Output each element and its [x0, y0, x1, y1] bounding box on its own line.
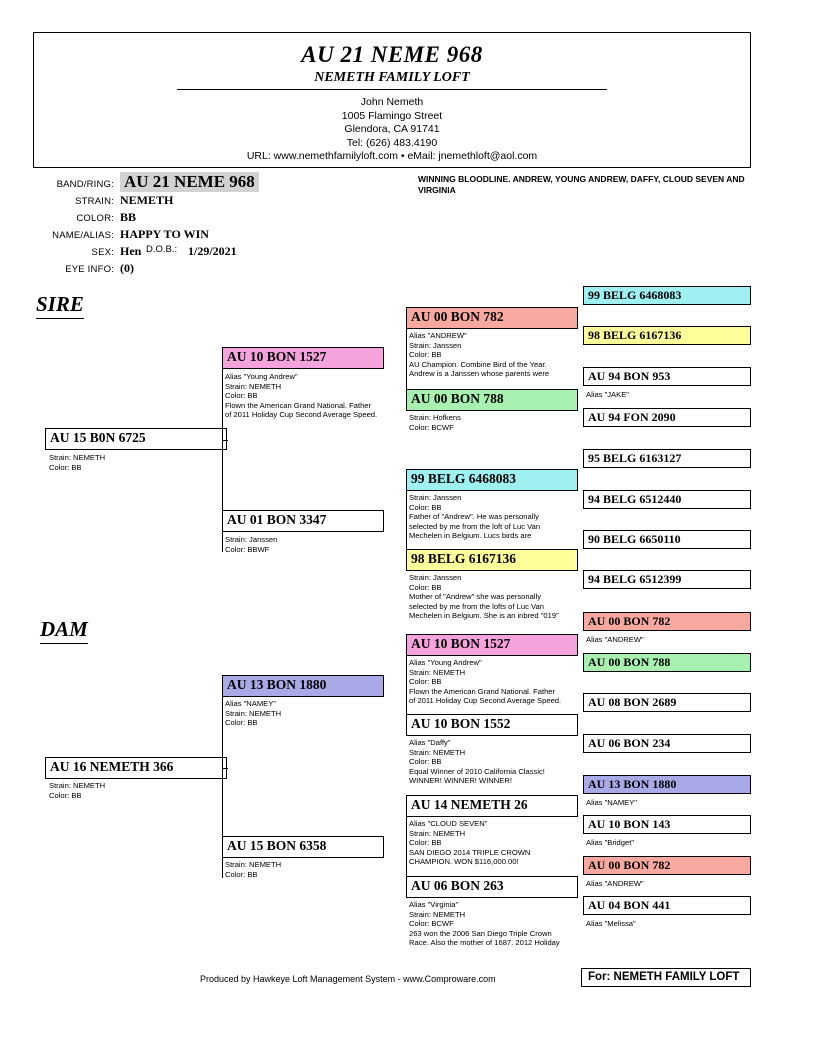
sire-gen3-3-line-1: Color: BB: [409, 582, 442, 592]
dam-gen2-0-line-2: Color: BB: [225, 718, 258, 728]
sire-gen4-box-7[interactable]: [583, 570, 751, 589]
sire-gen3-2-line-2: Father of "Andrew". He was personally: [409, 512, 539, 522]
dam-gen3-details-0: [409, 658, 584, 706]
sire-gen3-0-line-1: Strain: Janssen: [409, 340, 462, 350]
dam-connector-h-gen1: [222, 768, 228, 769]
sire-gen3-2-line-3: selected by me from the loft of Luc Van: [409, 521, 541, 531]
sire-gen4-name-7: 94 BELG 6512399: [588, 572, 682, 586]
sire-gen3-0-line-3: AU Champion. Combine Bird of the Year.: [409, 359, 547, 369]
sire-gen3-0-line-4: Andrew is a Janssen whose parents were: [409, 369, 550, 379]
dam-gen4-box-7[interactable]: [583, 896, 751, 915]
dam-gen4-sub-4: Alias "NAMEY": [586, 798, 637, 807]
sire-connector-v-lower: [406, 469, 407, 571]
sire-gen1-line-0: Strain: NEMETH: [49, 453, 106, 462]
dam-gen2-name-1: AU 15 BON 6358: [227, 838, 327, 853]
sire-gen3-2-line-0: Strain: Janssen: [409, 493, 462, 502]
sire-gen3-3-line-0: Strain: Janssen: [409, 573, 462, 582]
band-row: [36, 172, 416, 189]
sire-gen1-box[interactable]: [45, 428, 227, 450]
dam-gen4-name-2: AU 08 BON 2689: [588, 695, 677, 709]
sire-gen2-1-line-1: Color: BBWF: [225, 544, 270, 554]
dam-gen3-3-line-0: Alias "Virginia": [409, 900, 459, 909]
strain-label: STRAIN:: [75, 196, 114, 207]
dam-gen1-box[interactable]: [45, 757, 227, 779]
dam-gen4-name-3: AU 06 BON 234: [588, 736, 671, 750]
sire-gen1-details: [49, 453, 229, 472]
sire-gen3-name-3: 98 BELG 6167136: [411, 551, 517, 566]
dob-value: 1/29/2021: [188, 244, 237, 258]
dam-gen2-details-1: [225, 860, 390, 879]
dam-gen3-name-1: AU 10 BON 1552: [411, 716, 511, 731]
color-row: [36, 210, 416, 227]
dam-gen4-name-0: AU 00 BON 782: [588, 614, 671, 628]
strain-value: NEMETH: [120, 193, 174, 207]
sire-gen3-details-3: [409, 573, 584, 621]
dam-gen4-box-6[interactable]: [583, 856, 751, 875]
bird-info-block: [36, 172, 416, 278]
dam-gen4-sub-5: Alias "Bridget": [586, 838, 635, 847]
sire-gen2-name-0: AU 10 BON 1527: [227, 349, 327, 364]
dam-gen4-box-2[interactable]: [583, 693, 751, 712]
dam-gen2-0-line-1: Strain: NEMETH: [225, 708, 282, 718]
dam-gen4-sub-7: Alias "Melissa": [586, 919, 636, 928]
dam-gen3-1-line-2: Color: BB: [409, 757, 442, 767]
sire-gen4-box-5[interactable]: [583, 490, 751, 509]
dam-gen3-3-line-3: 263 won the 2006 San Diego Triple Crown: [409, 928, 552, 938]
sire-connector-h-gen1: [222, 440, 228, 441]
sire-connector-v-main: [222, 347, 223, 552]
loft-name: NEMETH FAMILY LOFT: [177, 70, 607, 90]
sire-gen3-box-3[interactable]: [406, 549, 578, 571]
sire-gen4-sub-2: Alias "JAKE": [586, 390, 629, 399]
sire-gen4-box-1[interactable]: [583, 326, 751, 345]
dam-gen3-box-3[interactable]: [406, 876, 578, 898]
dam-gen4-name-4: AU 13 BON 1880: [588, 777, 677, 791]
dam-gen4-box-0[interactable]: [583, 612, 751, 631]
dam-connector-v-main: [222, 675, 223, 878]
dob-label: D.O.B.:: [146, 244, 178, 255]
sire-gen2-0-line-1: Strain: NEMETH: [225, 381, 282, 391]
owner-name: John Nemeth: [360, 96, 424, 108]
sire-gen4-name-5: 94 BELG 6512440: [588, 492, 682, 506]
sire-gen3-3-line-2: Mother of "Andrew" she was personally: [409, 592, 542, 602]
eye-row: [36, 261, 416, 278]
dam-connector-v-lower: [406, 795, 407, 895]
dam-gen3-3-line-4: Race. Also the mother of 1687. 2012 Holiday: [409, 938, 560, 948]
dam-gen3-3-line-1: Strain: NEMETH: [409, 909, 466, 919]
dam-gen4-name-6: AU 00 BON 782: [588, 858, 671, 872]
sire-gen3-0-line-2: Color: BB: [409, 350, 442, 360]
sire-gen3-0-line-0: Alias "ANDREW": [409, 331, 467, 340]
sire-gen4-box-3[interactable]: [583, 408, 751, 427]
dam-gen3-box-2[interactable]: [406, 795, 578, 817]
dam-gen1-line-1: Color: BB: [49, 790, 82, 800]
owner-contact: URL: www.nemethfamilyloft.com • eMail: jnemethloft@aol.com: [246, 150, 538, 162]
page-title: AU 21 NEME 968: [301, 42, 483, 67]
dam-gen2-box-1[interactable]: [222, 836, 384, 858]
band-label: BAND/RING:: [56, 179, 114, 190]
sire-gen3-2-line-4: Mechelen in Belgium. Lucs birds are: [409, 531, 532, 541]
dam-gen2-0-line-0: Alias "NAMEY": [225, 699, 276, 708]
dam-gen4-box-1[interactable]: [583, 653, 751, 672]
sire-gen3-3-line-4: Mechelen in Belgium. She is an inbred "019": [409, 611, 559, 621]
sire-gen3-1-line-0: Strain: Hofkens: [409, 413, 461, 422]
dam-gen4-name-7: AU 04 BON 441: [588, 898, 671, 912]
sire-gen4-name-2: AU 94 BON 953: [588, 369, 671, 383]
band-value: AU 21 NEME 968: [120, 172, 259, 192]
dam-gen4-sub-0: Alias "ANDREW": [586, 635, 644, 644]
dam-gen3-2-line-4: CHAMPION. WON $116,000.00!: [409, 857, 519, 867]
sire-gen4-name-1: 98 BELG 6167136: [588, 328, 682, 342]
sire-gen4-name-0: 99 BELG 6468083: [588, 288, 682, 302]
sire-gen2-0-line-4: of 2011 Holiday Cup Second Average Speed.: [225, 410, 378, 420]
sex-label: SEX:: [91, 247, 114, 258]
name-value: HAPPY TO WIN: [120, 227, 209, 241]
sire-gen3-box-2[interactable]: [406, 469, 578, 491]
sire-gen4-box-4[interactable]: [583, 449, 751, 468]
dam-gen4-box-4[interactable]: [583, 775, 751, 794]
sire-gen2-details-0: [225, 372, 390, 420]
sire-gen2-box-0[interactable]: [222, 347, 384, 369]
dam-gen2-1-line-1: Color: BB: [225, 869, 258, 879]
dam-gen1-details: [49, 781, 229, 800]
dam-gen3-2-line-0: Alias "CLOUD SEVEN": [409, 819, 488, 828]
dam-gen2-1-line-0: Strain: NEMETH: [225, 860, 282, 869]
dam-gen3-name-0: AU 10 BON 1527: [411, 636, 511, 651]
eye-label: EYE INFO:: [65, 264, 114, 275]
dam-gen3-details-2: [409, 819, 584, 867]
sire-gen3-name-2: 99 BELG 6468083: [411, 471, 517, 486]
dam-gen1-line-0: Strain: NEMETH: [49, 781, 106, 790]
sire-gen3-1-line-1: Color: BCWF: [409, 422, 454, 432]
sire-gen3-name-0: AU 00 BON 782: [411, 309, 504, 324]
color-label: COLOR:: [76, 213, 114, 224]
sex-dob-row: [36, 244, 416, 261]
dam-gen3-0-line-2: Color: BB: [409, 677, 442, 687]
dam-gen4-sub-6: Alias "ANDREW": [586, 879, 644, 888]
dam-gen2-box-0[interactable]: [222, 675, 384, 697]
dam-gen3-name-3: AU 06 BON 263: [411, 878, 504, 893]
dam-gen3-3-line-2: Color: BCWF: [409, 919, 454, 929]
sire-gen4-name-4: 95 BELG 6163127: [588, 451, 682, 465]
dam-gen4-box-3[interactable]: [583, 734, 751, 753]
dam-connector-v-upper: [406, 634, 407, 734]
sire-gen3-box-1[interactable]: [406, 389, 578, 411]
name-label: NAME/ALIAS:: [52, 230, 114, 241]
sire-gen2-0-line-2: Color: BB: [225, 391, 258, 401]
sire-gen2-1-line-0: Strain: Janssen: [225, 535, 278, 544]
strain-row: [36, 193, 416, 210]
sire-gen3-details-0: [409, 331, 584, 379]
dam-gen4-name-1: AU 00 BON 788: [588, 655, 671, 669]
dam-gen3-1-line-0: Alias "Daffy": [409, 738, 451, 747]
sire-gen4-box-6[interactable]: [583, 530, 751, 549]
sire-gen4-box-2[interactable]: [583, 367, 751, 386]
owner-address: 1005 Flamingo Street: [341, 109, 443, 122]
dam-gen3-box-0[interactable]: [406, 634, 578, 656]
dam-gen3-2-line-1: Strain: NEMETH: [409, 828, 466, 838]
dam-gen3-details-1: [409, 738, 584, 786]
eye-value: (0): [120, 261, 134, 275]
dam-gen3-0-line-4: of 2011 Holiday Cup Second Average Speed.: [409, 696, 562, 706]
sire-gen3-box-0[interactable]: [406, 307, 578, 329]
sire-gen2-details-1: [225, 535, 390, 554]
sire-gen2-name-1: AU 01 BON 3347: [227, 512, 327, 527]
sire-gen1-line-1: Color: BB: [49, 462, 82, 472]
owner-city: Glendora, CA 91741: [344, 123, 440, 135]
dam-gen3-0-line-1: Strain: NEMETH: [409, 667, 466, 677]
dam-gen3-2-line-2: Color: BB: [409, 838, 442, 848]
sire-gen2-box-1[interactable]: [222, 510, 384, 532]
dam-gen4-name-5: AU 10 BON 143: [588, 817, 671, 831]
bloodline-note: WINNING BLOODLINE. ANDREW, YOUNG ANDREW, DAFFY, CLOUD SEVEN AND VIRGINIA: [418, 174, 745, 195]
dam-gen3-0-line-0: Alias "Young Andrew": [409, 658, 482, 667]
dam-gen3-0-line-3: Flown the American Grand National. Father: [409, 686, 556, 696]
sire-gen3-details-2: [409, 493, 584, 541]
sire-gen4-name-6: 90 BELG 6650110: [588, 532, 681, 546]
dam-gen4-box-5[interactable]: [583, 815, 751, 834]
sire-gen2-0-line-0: Alias "Young Andrew": [225, 372, 298, 381]
dam-gen2-name-0: AU 13 BON 1880: [227, 677, 327, 692]
dam-gen3-box-1[interactable]: [406, 714, 578, 736]
dam-gen3-2-line-3: SAN DIEGO 2014 TRIPLE CROWN: [409, 847, 531, 857]
header-contact-block: [34, 96, 750, 164]
sex-value: Hen: [120, 244, 142, 258]
footer-for-label: For: NEMETH FAMILY LOFT: [581, 968, 751, 987]
sire-gen1-name: AU 15 B0N 6725: [50, 430, 146, 445]
section-label-sire: SIRE: [36, 292, 84, 319]
name-row: [36, 227, 416, 244]
sire-gen3-3-line-3: selected by me from the lofts of Luc Van: [409, 601, 544, 611]
dam-gen3-details-3: [409, 900, 584, 948]
dam-gen3-1-line-1: Strain: NEMETH: [409, 747, 466, 757]
color-value: BB: [120, 210, 137, 224]
dam-gen1-name: AU 16 NEMETH 366: [50, 759, 174, 774]
sire-gen3-details-1: [409, 413, 584, 432]
sire-gen4-box-0[interactable]: [583, 286, 751, 305]
sire-connector-v-upper: [406, 307, 407, 409]
sire-gen3-2-line-1: Color: BB: [409, 502, 442, 512]
dam-gen3-1-line-3: Equal Winner of 2010 California Classic!: [409, 766, 545, 776]
dam-gen3-1-line-4: WINNER! WINNER! WINNER!: [409, 776, 512, 786]
section-label-dam: DAM: [40, 617, 88, 644]
header-box: [33, 32, 751, 168]
footer-credit: Produced by Hawkeye Loft Management System - www.Comproware.com: [200, 974, 496, 984]
owner-phone: Tel: (626) 483.4190: [346, 136, 438, 149]
sire-gen4-name-3: AU 94 FON 2090: [588, 410, 676, 424]
sire-gen2-0-line-3: Flown the American Grand National. Father: [225, 400, 372, 410]
dam-gen2-details-0: [225, 699, 390, 728]
sire-gen3-name-1: AU 00 BON 788: [411, 391, 504, 406]
dam-gen3-name-2: AU 14 NEMETH 26: [411, 797, 528, 812]
